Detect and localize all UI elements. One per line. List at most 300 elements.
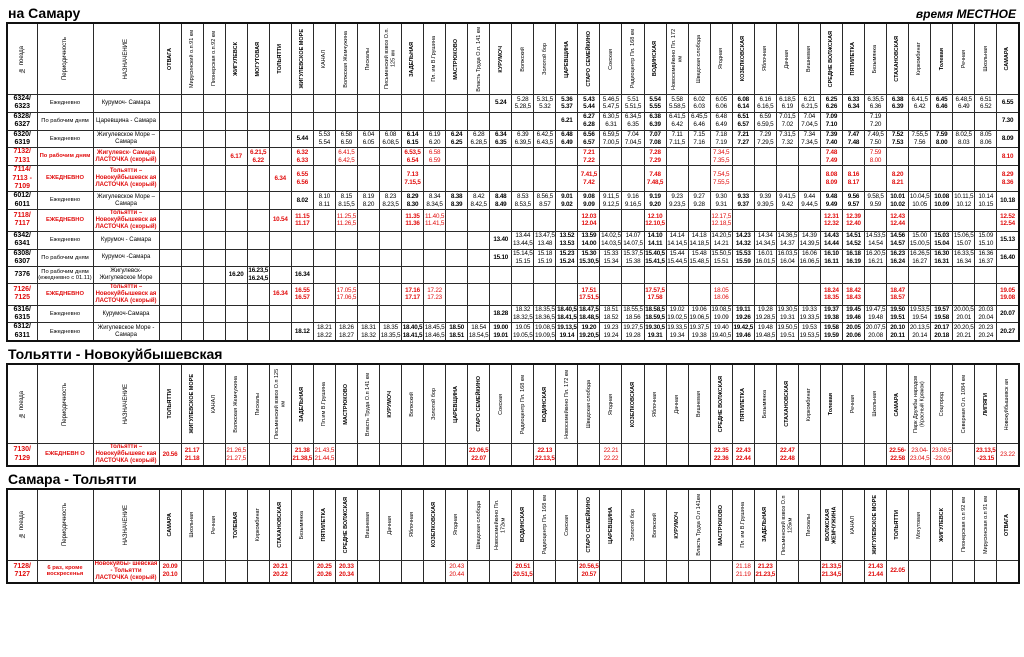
time-cell: 7.55,5 7.56	[909, 130, 931, 148]
time-cell: 7.18 7.19	[710, 130, 732, 148]
time-cell	[975, 166, 997, 192]
time-cell	[468, 305, 490, 323]
station-header: СРЕДНЕ ВОЛЖСКАЯ	[335, 489, 357, 561]
time-cell: 22.47 22.48	[776, 444, 798, 466]
station-header: Дачная	[666, 364, 688, 444]
train-number: 7114/ 7113 - 7109	[7, 166, 37, 192]
time-cell: 8.10 8.11	[313, 192, 335, 210]
station-header: Сокская	[556, 489, 578, 561]
time-cell	[975, 148, 997, 166]
station-header: Сокская	[490, 364, 512, 444]
station-header: Новосемейкино Пл. 172км	[490, 489, 512, 561]
station-header: Киркомбинат	[798, 364, 820, 444]
time-cell: 18.24 18.35	[820, 284, 842, 306]
station-header: ЦАРЕВЩИНА	[600, 489, 622, 561]
time-cell: 19.42,5 19.46	[732, 323, 754, 341]
time-cell	[269, 130, 291, 148]
time-cell	[512, 284, 534, 306]
time-cell	[225, 231, 247, 249]
time-cell	[975, 284, 997, 306]
time-cell	[203, 444, 225, 466]
station-header: Толевая	[931, 23, 953, 95]
time-cell	[181, 148, 203, 166]
time-cell	[688, 148, 710, 166]
time-cell	[953, 148, 975, 166]
time-cell: 6.59 6.59,5	[754, 112, 776, 130]
time-cell	[534, 112, 556, 130]
time-cell	[402, 95, 424, 113]
time-cell: 12.03 12.04	[578, 210, 600, 232]
time-cell: 18.47,5 18.48,5	[579, 306, 599, 322]
time-cell	[225, 560, 247, 582]
time-cell: 14.14 14.14,5	[667, 232, 687, 248]
time-cell: 16.36 16.37	[975, 249, 997, 267]
time-cell	[269, 192, 291, 210]
time-cell: 23.08,5 -23.09	[931, 444, 953, 466]
time-cell	[225, 192, 247, 210]
time-cell	[159, 305, 181, 323]
time-cell: 11.35 11.36	[402, 210, 424, 232]
header-info-col-2: НАЗНАЧЕНИЕ	[93, 489, 159, 561]
train-row	[7, 112, 1019, 130]
time-cell	[424, 112, 446, 130]
time-cell	[357, 112, 379, 130]
time-cell: 19.33,5 19.34	[666, 323, 688, 341]
time-cell: 6.33 6.34	[842, 95, 864, 113]
time-cell	[247, 95, 269, 113]
time-cell: 16.34	[269, 284, 291, 306]
time-cell	[732, 148, 754, 166]
time-cell	[379, 95, 401, 113]
time-cell	[578, 444, 600, 466]
time-cell: 6.39 6.39,5	[512, 130, 534, 148]
time-cell	[357, 249, 379, 267]
time-cell: 15.48 15.48,5	[689, 250, 709, 265]
time-cell	[534, 267, 556, 284]
time-cell: 7.31,5 7.32	[776, 130, 798, 148]
train-number: 7128/ 7127	[7, 560, 37, 582]
time-cell	[313, 210, 335, 232]
time-cell: 6.58 6.59	[335, 130, 357, 148]
time-cell	[666, 284, 688, 306]
time-cell: 16.33,5 16.34	[953, 250, 974, 265]
train-destination: Жигулевское Море – Самара	[93, 192, 159, 210]
time-cell	[313, 231, 335, 249]
time-cell	[225, 112, 247, 130]
time-cell: 19.23 19.24	[600, 323, 622, 341]
time-cell	[490, 166, 512, 192]
time-cell	[534, 284, 556, 306]
time-cell	[622, 444, 644, 466]
station-header: Школьная	[975, 23, 997, 95]
time-cell: 7.39 7.40	[820, 130, 842, 148]
time-cell: 6.42,5 6.43,5	[534, 130, 556, 148]
time-cell	[776, 166, 798, 192]
station-header: КУРУМОЧ	[379, 364, 401, 444]
time-cell	[865, 267, 887, 284]
time-cell	[534, 148, 556, 166]
time-cell: 20.33 20.34	[335, 560, 357, 582]
station-header: ЖИГУЛЕВСКОЕ МОРЕ	[181, 364, 203, 444]
time-cell	[424, 267, 446, 284]
time-cell: 15.30 15.30,5	[579, 250, 599, 265]
time-cell: 12.31 12.32	[820, 210, 842, 232]
time-cell	[688, 267, 710, 284]
time-cell: 21.43 21.44	[865, 560, 887, 582]
time-cell	[247, 444, 269, 466]
time-cell: 5.53 5.54	[313, 130, 335, 148]
time-cell	[402, 112, 424, 130]
time-cell: 17.05,5 17.06,5	[335, 284, 357, 306]
time-cell	[159, 148, 181, 166]
station-header: Волжский	[512, 23, 534, 95]
time-cell: 7.59 8.00	[931, 130, 953, 148]
time-cell	[424, 95, 446, 113]
time-cell: 7.52 7.53	[887, 130, 909, 148]
time-cell	[512, 267, 534, 284]
time-cell: 14.51 14.52	[842, 231, 864, 249]
time-cell: 6.53,5 6.54	[402, 148, 424, 166]
time-cell	[269, 112, 291, 130]
time-cell: 12.10 12.10,5	[644, 210, 666, 232]
time-cell	[732, 284, 754, 306]
station-header: ЛИПЯГИ	[975, 364, 997, 444]
time-cell	[754, 166, 776, 192]
time-cell	[512, 210, 534, 232]
time-cell	[556, 284, 578, 306]
time-cell: 6.21,5 6.22	[247, 148, 269, 166]
time-cell: 23.04- 23.04,5	[909, 444, 931, 466]
train-row	[7, 148, 1019, 166]
train-destination: Тольятти – Новокуйбышевск ая ЛАСТОЧКА (скорый)	[93, 166, 159, 192]
time-cell	[247, 323, 269, 341]
time-cell: 15.37,5 15.38	[623, 250, 643, 265]
time-cell: 12.39 12.40	[842, 210, 864, 232]
time-cell: 22.35 22.36	[710, 444, 732, 466]
time-cell: 8.02	[291, 192, 313, 210]
time-cell: 9.58,5 9.59	[865, 192, 887, 210]
station-header: КУРУМОЧ	[490, 23, 512, 95]
time-cell: 20.07,5 20.08	[865, 323, 887, 341]
time-cell: 19.08,5 19.09	[711, 306, 731, 322]
time-cell	[975, 210, 997, 232]
time-cell: 9.44 9.44,5	[798, 192, 820, 210]
time-cell	[203, 95, 225, 113]
time-cell	[357, 305, 379, 323]
time-cell	[159, 323, 181, 341]
time-cell: 15.09 15.10	[975, 231, 997, 249]
time-cell: 9.41,5 9.42	[776, 192, 798, 210]
time-cell: 6.59,5 7.00,5	[600, 130, 622, 148]
time-cell	[887, 148, 909, 166]
station-header: ОТВАГА	[997, 489, 1019, 561]
time-cell: 8.10	[997, 148, 1019, 166]
time-cell	[424, 166, 446, 192]
train-number: 7118/ 7117	[7, 210, 37, 232]
time-cell	[909, 267, 931, 284]
time-cell	[887, 267, 909, 284]
time-cell: 14.23 14.32	[732, 231, 754, 249]
time-cell	[424, 305, 446, 323]
station-header: ТОЛЕВАЯ	[225, 489, 247, 561]
time-cell: 20.23 20.24	[975, 323, 997, 341]
time-cell: 11.15 11.17	[291, 210, 313, 232]
train-number: 6324/ 6323	[7, 95, 37, 113]
time-cell: 6.58 6.59	[424, 148, 446, 166]
time-cell	[181, 267, 203, 284]
time-cell: 22.56- 22.58	[887, 444, 909, 466]
time-cell: 7.34 7.34,5	[798, 130, 820, 148]
time-cell: 10.14 10.15	[975, 192, 997, 210]
time-cell: 16.34	[291, 267, 313, 284]
time-cell: 20.07	[997, 305, 1019, 323]
time-cell	[269, 444, 291, 466]
time-cell	[247, 192, 269, 210]
time-cell	[732, 210, 754, 232]
time-cell: 6.55 6.56	[291, 166, 313, 192]
time-cell	[335, 305, 357, 323]
time-cell: 9.11,5 9.12,5	[600, 192, 622, 210]
time-cell: 6.48 6.49	[710, 112, 732, 130]
time-cell	[335, 95, 357, 113]
time-cell: 8.29 8.30	[402, 192, 424, 210]
time-cell: 5.28 5.28,5	[512, 95, 534, 113]
time-cell: 21.26,5 21.27,5	[225, 444, 247, 466]
time-cell	[842, 267, 864, 284]
time-cell	[203, 305, 225, 323]
time-cell: 18.40,5 18.41,5	[402, 323, 424, 341]
time-cell: 6.25 6.26	[820, 95, 842, 113]
time-cell: 20.09 20.10	[159, 560, 181, 582]
time-cell	[842, 112, 864, 130]
time-cell: 18.28	[490, 305, 512, 323]
time-cell: 15.14,5 15.15	[512, 250, 533, 265]
time-cell	[225, 95, 247, 113]
time-cell: 19.13,5 19.14	[556, 323, 578, 341]
time-cell	[622, 148, 644, 166]
time-cell	[379, 166, 401, 192]
time-cell	[379, 249, 401, 267]
time-cell	[820, 267, 842, 284]
time-cell: 19.53,5 19.54	[909, 306, 930, 322]
station-header: ТОЛЬЯТТИ	[269, 23, 291, 95]
time-cell	[203, 231, 225, 249]
time-cell: 6.56 6.57	[578, 130, 600, 148]
station-header: Парк Дружбы народов (Красный Кряжок)	[909, 364, 931, 444]
station-header: ПЯТИЛЕТКА	[732, 364, 754, 444]
time-cell: 7.30	[997, 112, 1019, 130]
time-cell	[953, 166, 975, 192]
time-cell	[490, 444, 512, 466]
time-cell: 9.27 9.28	[688, 192, 710, 210]
time-cell: 8.38 8.39	[446, 192, 468, 210]
time-cell	[931, 112, 953, 130]
station-header: Яблочная	[402, 489, 424, 561]
time-cell: 18.55,5 18.56	[623, 306, 643, 322]
time-cell: 21.17 21.18	[181, 444, 203, 466]
train-destination: Жигулевское Море – Самара	[93, 130, 159, 148]
station-header: Шведская слобода	[578, 364, 600, 444]
header-info-col-2: НАЗНАЧЕНИЕ	[93, 364, 159, 444]
time-cell: 16.26,5 16.27	[909, 250, 930, 265]
time-cell: 18.54 18.54,5	[468, 323, 490, 341]
train-destination: Тольятти – Новокуйбышевс кая ЛАСТОЧКА (скорый)	[93, 444, 159, 466]
time-cell	[468, 249, 490, 267]
time-cell: 18.42 18.43	[842, 284, 864, 306]
time-cell: 19.48 19.48,5	[754, 323, 776, 341]
time-cell: 15.03 15.04	[931, 231, 953, 249]
train-number: 6342/ 6341	[7, 231, 37, 249]
station-header: СТАРО СЕМЕЙКИНО	[578, 23, 600, 95]
time-cell	[446, 444, 468, 466]
time-cell: 16.20,5 16.21	[865, 250, 886, 265]
time-cell: 12.52 12.54	[997, 210, 1019, 232]
time-cell: 7.41,5 7.42	[578, 166, 600, 192]
time-cell: 7.28 7.29	[644, 148, 666, 166]
station-header: Пл.им В.Грушина	[313, 364, 335, 444]
train-destination: Царевщина - Самара	[93, 112, 159, 130]
time-cell: 8.29 8.36	[997, 166, 1019, 192]
time-cell	[225, 166, 247, 192]
time-cell	[313, 112, 335, 130]
time-cell: 18.50 18.51	[446, 323, 468, 341]
time-cell: 19.40 19.40,5	[710, 323, 732, 341]
time-cell	[468, 166, 490, 192]
time-cell	[269, 323, 291, 341]
time-cell	[357, 95, 379, 113]
station-header: Пискалы	[247, 364, 269, 444]
station-header: МАСТРЮКОВО	[710, 489, 732, 561]
station-header: ЗАДЕЛЬНАЯ	[754, 489, 776, 561]
time-cell	[556, 210, 578, 232]
time-cell	[644, 560, 666, 582]
time-cell: 18.58,5 18.59,5	[645, 306, 665, 322]
time-cell: 21.33,5 21.34,5	[820, 560, 842, 582]
station-header: Власть Труда О.п 141 км	[357, 364, 379, 444]
time-cell	[754, 210, 776, 232]
section-title-tolyatti-novokuybyshevskaya: Тольятти - Новокуйбышевская	[8, 346, 223, 363]
time-cell	[313, 305, 335, 323]
station-header: Толевая	[820, 364, 842, 444]
time-cell: 6.41,5 6.42	[909, 95, 931, 113]
time-cell	[203, 560, 225, 582]
time-cell: 14.56 14.57	[887, 231, 909, 249]
time-cell	[820, 444, 842, 466]
time-cell	[931, 560, 953, 582]
time-cell	[887, 112, 909, 130]
station-header: КОЗЕЛКОВСКАЯ	[424, 489, 446, 561]
time-cell	[446, 210, 468, 232]
header-info-col-0: № поезда	[7, 489, 37, 561]
station-header: Шведская слобода	[688, 23, 710, 95]
time-cell: 20.10 20.11	[887, 323, 909, 341]
time-cell	[490, 267, 512, 284]
train-periodicity: ЕЖЕДНЕВНО	[37, 284, 93, 306]
station-header: Новосемейкино Пл. 172 км	[556, 364, 578, 444]
time-cell: 21.18 21.19	[732, 560, 754, 582]
time-cell: 6.30,5 6.31	[600, 112, 622, 130]
time-cell: 8.53 8.53,5	[512, 192, 534, 210]
time-cell: 5.46,5 5.47,5	[600, 95, 622, 113]
time-cell	[203, 249, 225, 267]
time-cell	[247, 284, 269, 306]
time-cell: 20.51 20.51,5	[512, 560, 534, 582]
time-cell	[842, 444, 864, 466]
time-cell	[357, 231, 379, 249]
time-cell	[754, 444, 776, 466]
time-cell: 6.14 6.15	[402, 130, 424, 148]
time-cell	[556, 560, 578, 582]
time-cell: 6.38 6.39	[644, 112, 666, 130]
station-header: КАНАЛ	[203, 364, 225, 444]
time-cell: 8.23 8.23,5	[379, 192, 401, 210]
time-cell: 11.25,5 11.26,5	[335, 210, 357, 232]
time-cell	[269, 148, 291, 166]
time-cell: 13.47,5 13.48	[535, 232, 555, 248]
time-cell	[159, 95, 181, 113]
timetable-samara-tolyatti	[6, 488, 1020, 584]
time-cell: 15.44 15.44,5	[667, 250, 687, 265]
header-info-col-1: Периодичность	[37, 23, 93, 95]
time-cell	[203, 148, 225, 166]
time-cell	[357, 267, 379, 284]
station-header: СТАХАНОВСКАЯ	[887, 23, 909, 95]
time-cell: 7.07 7.08	[644, 130, 666, 148]
time-cell	[203, 323, 225, 341]
time-cell	[798, 444, 820, 466]
time-cell	[446, 305, 468, 323]
time-cell: 19.11 19.26	[732, 305, 754, 323]
time-cell	[798, 560, 820, 582]
time-cell	[468, 231, 490, 249]
time-cell: 6.48 6.49	[556, 130, 578, 148]
time-cell	[402, 444, 424, 466]
train-number: 6312/ 6311	[7, 323, 37, 341]
time-cell: 18.35 18.35,5	[379, 323, 401, 341]
time-cell	[402, 267, 424, 284]
train-row	[7, 267, 1019, 284]
time-cell: 9.08 9.09	[578, 192, 600, 210]
time-cell	[776, 560, 798, 582]
station-header: СРЕДНЕ ВОЛЖСКАЯ	[710, 364, 732, 444]
time-cell: 12.43 12.44	[887, 210, 909, 232]
time-cell	[335, 166, 357, 192]
time-cell	[269, 267, 291, 284]
time-cell	[203, 284, 225, 306]
time-cell	[291, 231, 313, 249]
station-header: ЗАДЕЛЬНАЯ	[291, 364, 313, 444]
time-cell: 7.29 7.29,5	[754, 130, 776, 148]
time-cell	[159, 284, 181, 306]
time-cell: 9.33 9.37	[732, 192, 754, 210]
station-header: Речная	[842, 364, 864, 444]
time-cell	[953, 444, 975, 466]
time-cell: 6.05 6.06	[710, 95, 732, 113]
station-header: Вишневая	[688, 364, 710, 444]
time-cell	[291, 305, 313, 323]
time-cell	[225, 210, 247, 232]
train-row	[7, 166, 1019, 192]
time-cell	[997, 267, 1019, 284]
time-cell: 6.17	[225, 148, 247, 166]
header-info-col-0: № поезда	[7, 364, 37, 444]
time-cell	[225, 305, 247, 323]
time-cell: 8.42 8.42,5	[468, 192, 490, 210]
time-cell	[291, 112, 313, 130]
time-cell: 19.37,5 19.38	[688, 323, 710, 341]
time-cell: 22.43 22.44	[732, 444, 754, 466]
time-cell	[490, 210, 512, 232]
